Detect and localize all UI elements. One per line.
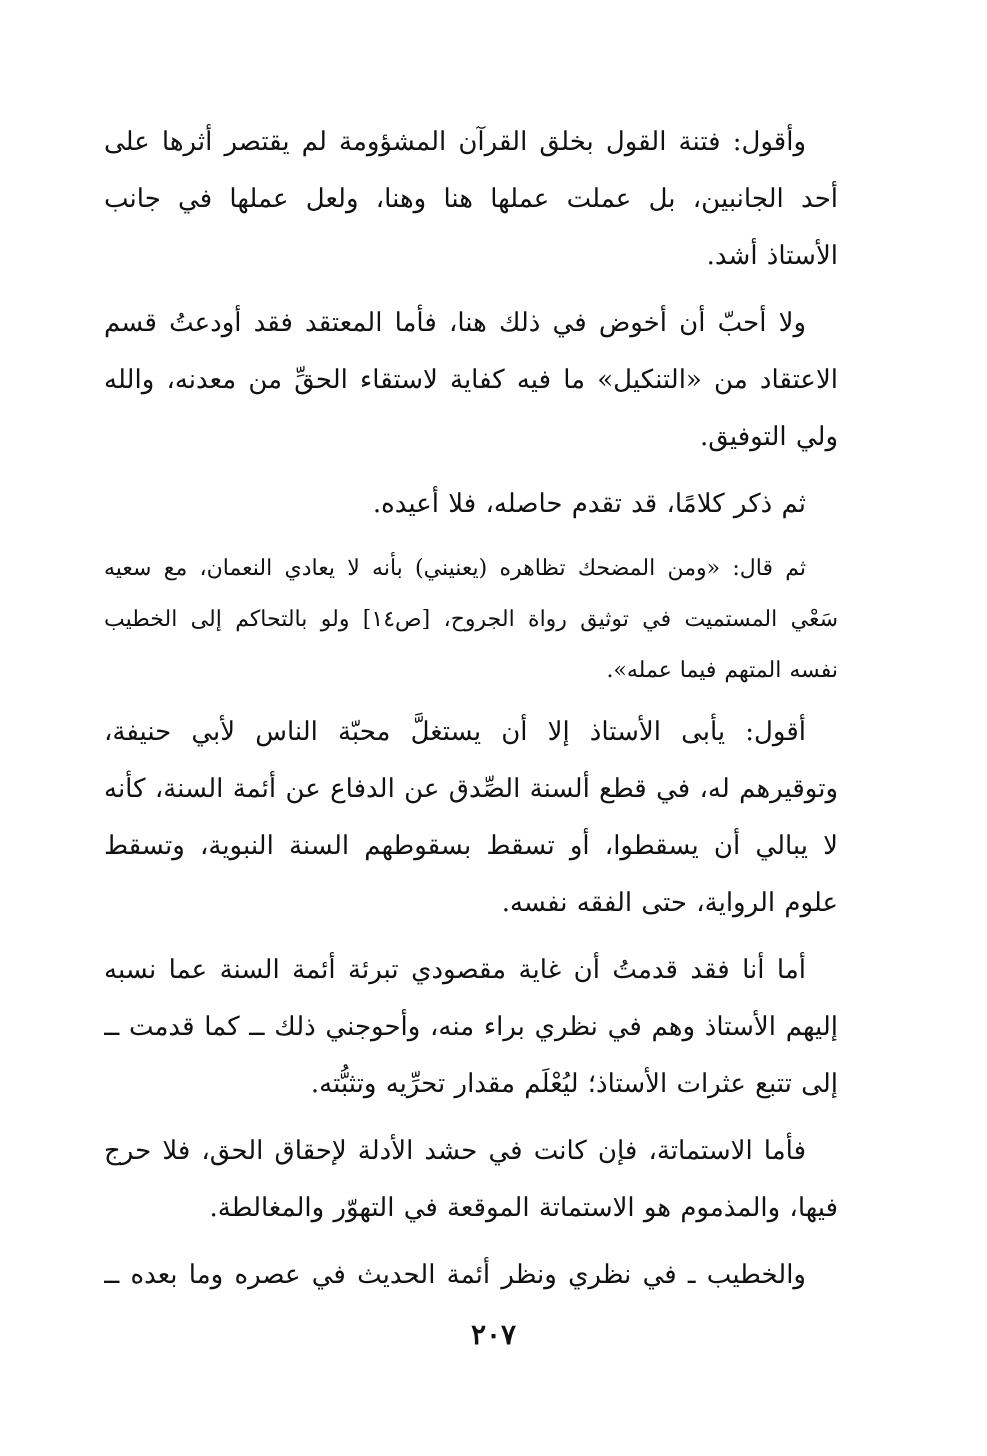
paragraph-8: والخطيب ـ في نظري ونظر أئمة الحديث في عصره وما بعده ــ (104, 1260, 806, 1290)
page-body (104, 114, 838, 1294)
paragraph-3: ثم ذكر كلامًا، قد تقدم حاصله، فلا أعيده. (372, 489, 806, 519)
paragraph-1: وأقول: فتنة القول بخلق القرآن المشؤومة لم يقتصر أثرها على أحد الجانبين، بل عملت عملها هنا وهنا، ولعل عملها في جانب الأستاذ أشد. (104, 127, 838, 271)
paragraph-2: ولا أحبّ أن أخوض في ذلك هنا، فأما المعتقد فقد أودعتُ قسم الاعتقاد من «التنكيل» ما فيه كفاية لاستقاء الحقِّ من معدنه، والله ولي التوفيق. (104, 308, 838, 452)
paragraph-7: فأما الاستماتة، فإن كانت في حشد الأدلة لإحقاق الحق، فلا حرج فيها، والمذموم هو الاستماتة الموقعة في التهوّر والمغالطة. (104, 1136, 838, 1223)
quoted-paragraph: ثم قال: «ومن المضحك تظاهره (يعنيني) بأنه لا يعادي النعمان، مع سعيه سَعْي المستميت في توثيق رواة الجروح، [ص١٤] ولو بالتحاكم إلى الخطيب نفسه المتهم فيما عمله». (104, 556, 838, 683)
paragraph-5: أقول: يأبى الأستاذ إلا أن يستغلَّ محبّة الناس لأبي حنيفة، وتوقيرهم له، في قطع ألسنة الصِّدق عن الدفاع عن أئمة السنة، كأنه لا يبالي أن يسقطوا، أو تسقط بسقوطهم السنة النبوية، وتسقط علوم الرواية، حتى الفقه نفسه. (104, 717, 838, 918)
page-number: ٢٠٧ (470, 1318, 517, 1351)
paragraph-6: أما أنا فقد قدمتُ أن غاية مقصودي تبرئة أئمة السنة عما نسبه إليهم الأستاذ وهم في نظري براء منه، وأحوجني ذلك ــ كما قدمت ــ إلى تتبع عثرات الأستاذ؛ ليُعْلَم مقدار تحرِّيه وتثبُّته. (104, 955, 838, 1099)
